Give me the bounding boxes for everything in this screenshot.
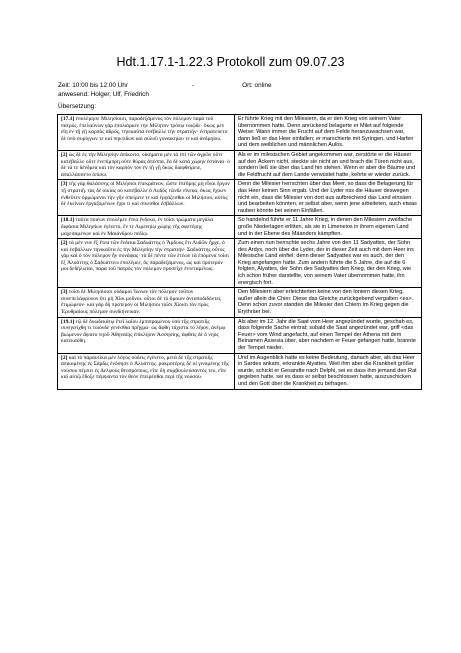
greek-text: τὰ μὲν νυν ἓξ ἔτεα τῶν ἕνδεκα Σαδυάττης ὁ Ἄρδυος ἔτι Λυδῶν ἦρχε, ὁ καὶ ἐσβάλλων τηνικαῦτα ἐς τὴν Μιλησίην τὴν στρατιήν· Σαδυάττης οὗτος γὰρ καὶ ὁ τὸν πόλεμον ἦν συνάψας· τὰ δὲ πέντε τῶν ἐτέων τὰ ἑπόμενα τοῖσι ἓξ Ἀλυάττης ὁ Σαδυάττεω ἐπολέμεε, ὃς παραδεξάμενος, ὡς καὶ πρότερόν μοι δεδήλωται, παρὰ τοῦ πατρὸς τὸν πόλεμον προσεῖχε ἐντεταμένως. — [61, 240, 229, 273]
greek-text-cell — [58, 180, 235, 216]
section-reference: [18.1] — [61, 217, 75, 224]
meta-attendees: anwesend: Holger, Ulf, Friedrich — [58, 91, 149, 98]
greek-text-cell — [58, 115, 235, 151]
table-row — [58, 317, 422, 353]
meta-line-time — [58, 82, 272, 90]
greek-text-cell — [58, 288, 235, 317]
greek-text: καὶ τὸ παραυτίκα μὲν λόγος οὐδεὶς ἐγένετο, μετὰ δὲ τῆς στρατιῆς ἀπικομένης ἐς Σάρδις ἐνόσησε ὁ Ἀλυάττης. μακροτέρης δέ οἱ γινομένης τῆς νούσου πέμπει ἐς Δελφοὺς θεοπρόπους, εἴτε δὴ συμβουλεύσαντός τευ, εἴτε καὶ αὐτῷ ἔδοξε πέμψαντα τὸν θεὸν ἐπειρέσθαι περὶ τῆς νούσου. — [61, 354, 229, 381]
section-reference: [2] — [61, 354, 68, 361]
section-reference: [17.1] — [61, 116, 75, 122]
meta-dash: - — [191, 82, 195, 89]
section-reference: [3] — [61, 181, 68, 188]
table-row — [58, 115, 422, 151]
german-translation-cell: Zum einen nun herrschte sechs Jahre von den 11 Sadyattes, der Sohn des Ardys, noch über die Lyder, der in dieser Zeit auch mit dem Heer ins Milesische Land einfiel; denn dieser Sadyattes war es auch, der den Krieg angefangen hatte. Zum andern führte die 5 Jahre, die auf die 6 folgten, Alyattes, der Sohn des Sadyattes den Krieg, der den Krieg, wie ich schon früher darstellte, von seinem Vater übernommen hatte, ihn energisch fort. — [235, 239, 422, 288]
german-translation-cell: Denn die Milesier herrschten über das Meer, so dass die Belagerung für das Heer keinen Sinn ergab. Und der Lyder riss die Häuser deswegen nicht ein, dass die Milesier von dort aus aufbrechend das Land einsäen und bearbeiten könnten, er selbst aber, wenn jene arbeiteten, auch etwas rauben könnte bei seinen Einfällen. — [235, 180, 422, 216]
greek-text-cell — [58, 216, 235, 239]
page-title: Hdt.1.17.1-1.22.3 Protokoll zum 09.07.23 — [116, 55, 345, 69]
greek-text-cell — [58, 150, 235, 179]
greek-text: τοῖσι δὲ Μιλησίοισι οὐδαμοὶ Ἰώνων τὸν πόλεμον τοῦτον συνεπελάφρυνον ὅτι μὴ Χῖοι μοῦνοι. οὗτοι δὲ τὸ ὅμοιον ἀνταποδιδόντες ἐτιμώρεον· καὶ γὰρ δὴ πρότερον οἱ Μιλήσιοι τοῖσι Χίοισι τὸν πρὸς Ἐρυθραίους πόλεμον συνδιήνεικαν. — [61, 289, 221, 316]
table-row — [58, 288, 422, 317]
german-translation-cell: So handelnd führte er 11 Jahre Krieg, in denen den Milesiern zweifache große Niederlagen erlitten, als sie in Limeneios in ihrem eigenen Land und in der Ebene des Mäanders kämpften. — [235, 216, 422, 239]
table-row — [58, 353, 422, 389]
greek-text: τῆς γὰρ θαλάσσης οἱ Μιλήσιοι ἐπεκράτεον, ὥστε ἐπέδρης μὴ εἶναι ἔργον τῇ στρατιῇ. τὰς δὲ οἰκίας οὐ κατέβαλλε ὁ Λυδὸς τῶνδε εἵνεκα, ὅκως ἔχοιεν ἐνθεῦτεν ὁρμώμενοι τὴν γῆν σπείρειν τε καὶ ἐργάζεσθαι οἱ Μιλήσιοι, αὐτὸς δὲ ἐκείνων ἐργαζομένων ἔχοι τι καὶ σίνεσθαι ἐσβάλλων. — [61, 181, 230, 208]
greek-text: ἐπολέμησε Μιλησίοισι, παραδεξάμενος τὸν πόλεμον παρὰ τοῦ πατρός. ἐπελαύνων γὰρ ἐπολιόρκεε τὴν Μίλητον τρόπῳ τοιῷδε· ὅκως μὲν εἴη ἐν τῇ γῇ καρπὸς ἁδρός, τηνικαῦτα ἐσέβαλλε τὴν στρατιήν· ἐστρατεύετο δὲ ὑπὸ συρίγγων τε καὶ πηκτίδων καὶ αὐλοῦ γυναικηίου τε καὶ ἀνδρηίου. — [61, 116, 228, 142]
greek-text-cell — [58, 353, 235, 389]
section-reference: [2] — [61, 240, 68, 247]
german-translation-cell: Den Milesiern aber erleichterten keine von den Ioniern diesen Krieg, außer allein die Chier. Diese das Gleiche zurückgebend vergalten <es>. Denn schon zuvor standen die Milesier den Chiern im Krieg gegen die Erythräer bei. — [235, 288, 422, 317]
table-row — [58, 216, 422, 239]
greek-text-cell — [58, 239, 235, 288]
meta-location: Ort: online — [242, 82, 272, 89]
greek-text: τῷ δὲ δυωδεκάτῳ ἔτεϊ λαΐου ἐμπιπραμένου ὑπὸ τῆς στρατιῆς συνηνείχθη τι τοιόνδε γενέσθαι πρῆγμα· ὡς ἅφθη τάχιστα τὸ λήιον, ἀνέμῳ βιώμενον ἅψατο νηοῦ Ἀθηναίης ἐπίκλησιν Ἀσσησίης, ἁφθεὶς δὲ ὁ νηὸς κατεκαύθη. — [61, 318, 226, 345]
table-row — [58, 150, 422, 179]
german-translation-cell: Als er im milesischen Gebiet angekommen war, zerstörte er die Häuser auf den Äckern nicht, steckte sie nicht an und brach die Türen nicht aus, sondern ließ sie über das Land hin stehen. Wenn er aber die Bäume und die Feldfrucht auf dem Lande verwüstet hatte, kehrte er wieder zurück. — [235, 150, 422, 179]
translation-table — [57, 114, 422, 390]
table-row — [58, 180, 422, 216]
german-translation-cell: Als aber im 12. Jahr die Saat vom Heer angezündet wurde, geschah es, dass folgende Sache eintrat; sobald die Saat angezündet war, griff <das Feuer> vom Wind angefacht, auf einen Tempel der Athena mit dem Beinamen Assesia über, aber nachdem er Feuer gefangen hatte, brannte der Tempel nieder. — [235, 317, 422, 353]
greek-text: ὡς δὲ ἐς τὴν Μιλησίην ἀπίκοιτο, οἰκήματα μὲν τὰ ἐπὶ τῶν ἀγρῶν οὔτε κατέβαλλε οὔτε ἐνεπίμπρη οὔτε θύρας ἀπέσπα, ἔα δὲ κατὰ χώρην ἑστάναι· ὁ δὲ τά τε δένδρεα καὶ τὸν καρπὸν τὸν ἐν τῇ γῇ ὅκως διαφθείρειε, ἀπαλλάσσετο ὀπίσω. — [61, 151, 231, 178]
section-reference: [19.1] — [61, 318, 75, 325]
meta-time: Zeit: 10:00 bis 12:00 Uhr — [58, 82, 128, 89]
greek-text: ταῦτα ποιέων ἐπολέμεε ἔτεα ἕνδεκα, ἐν τοῖσι τρώματα μεγάλα διφάσια Μιλησίων ἐγένετο, ἔν τε Λιμενηίῳ χώρης τῆς σφετέρης μαχεσαμένων καὶ ἐν Μαιάνδρου πεδίῳ. — [61, 217, 214, 237]
greek-text-cell — [58, 317, 235, 353]
german-translation-cell: Und im Augenblick hatte es keine Bedeutung, danach aber, als das Heer in Sardes ankam, erkrankte Alyattes. Weil ihm aber die Krankheit größer wurde, schickt er Gesandte nach Delphi, sei es dass ihm jemand den Rat gegeben hatte, sei es dass er selbst beschlossen hatte, auszuschicken und den Gott über die Krankheit zu befragen. — [235, 353, 422, 389]
section-reference: [3] — [61, 289, 68, 296]
german-translation-cell: Er führte Krieg mit den Milesiern, da er den Krieg von seinem Vater übernommen hatte. Denn anrückend belagerte er Milet auf folgende Weise: Wann immer die Frucht auf dem Felde heranzuwachsen war, dann ließ er das Heer einfallen; er marschierte mit Syringen, und Harfen und dem weiblichen und männlichen Aulos. — [235, 115, 422, 151]
section-reference: [2] — [61, 151, 68, 158]
meta-translation-label: Übersetzung: — [58, 103, 97, 110]
table-row — [58, 239, 422, 288]
